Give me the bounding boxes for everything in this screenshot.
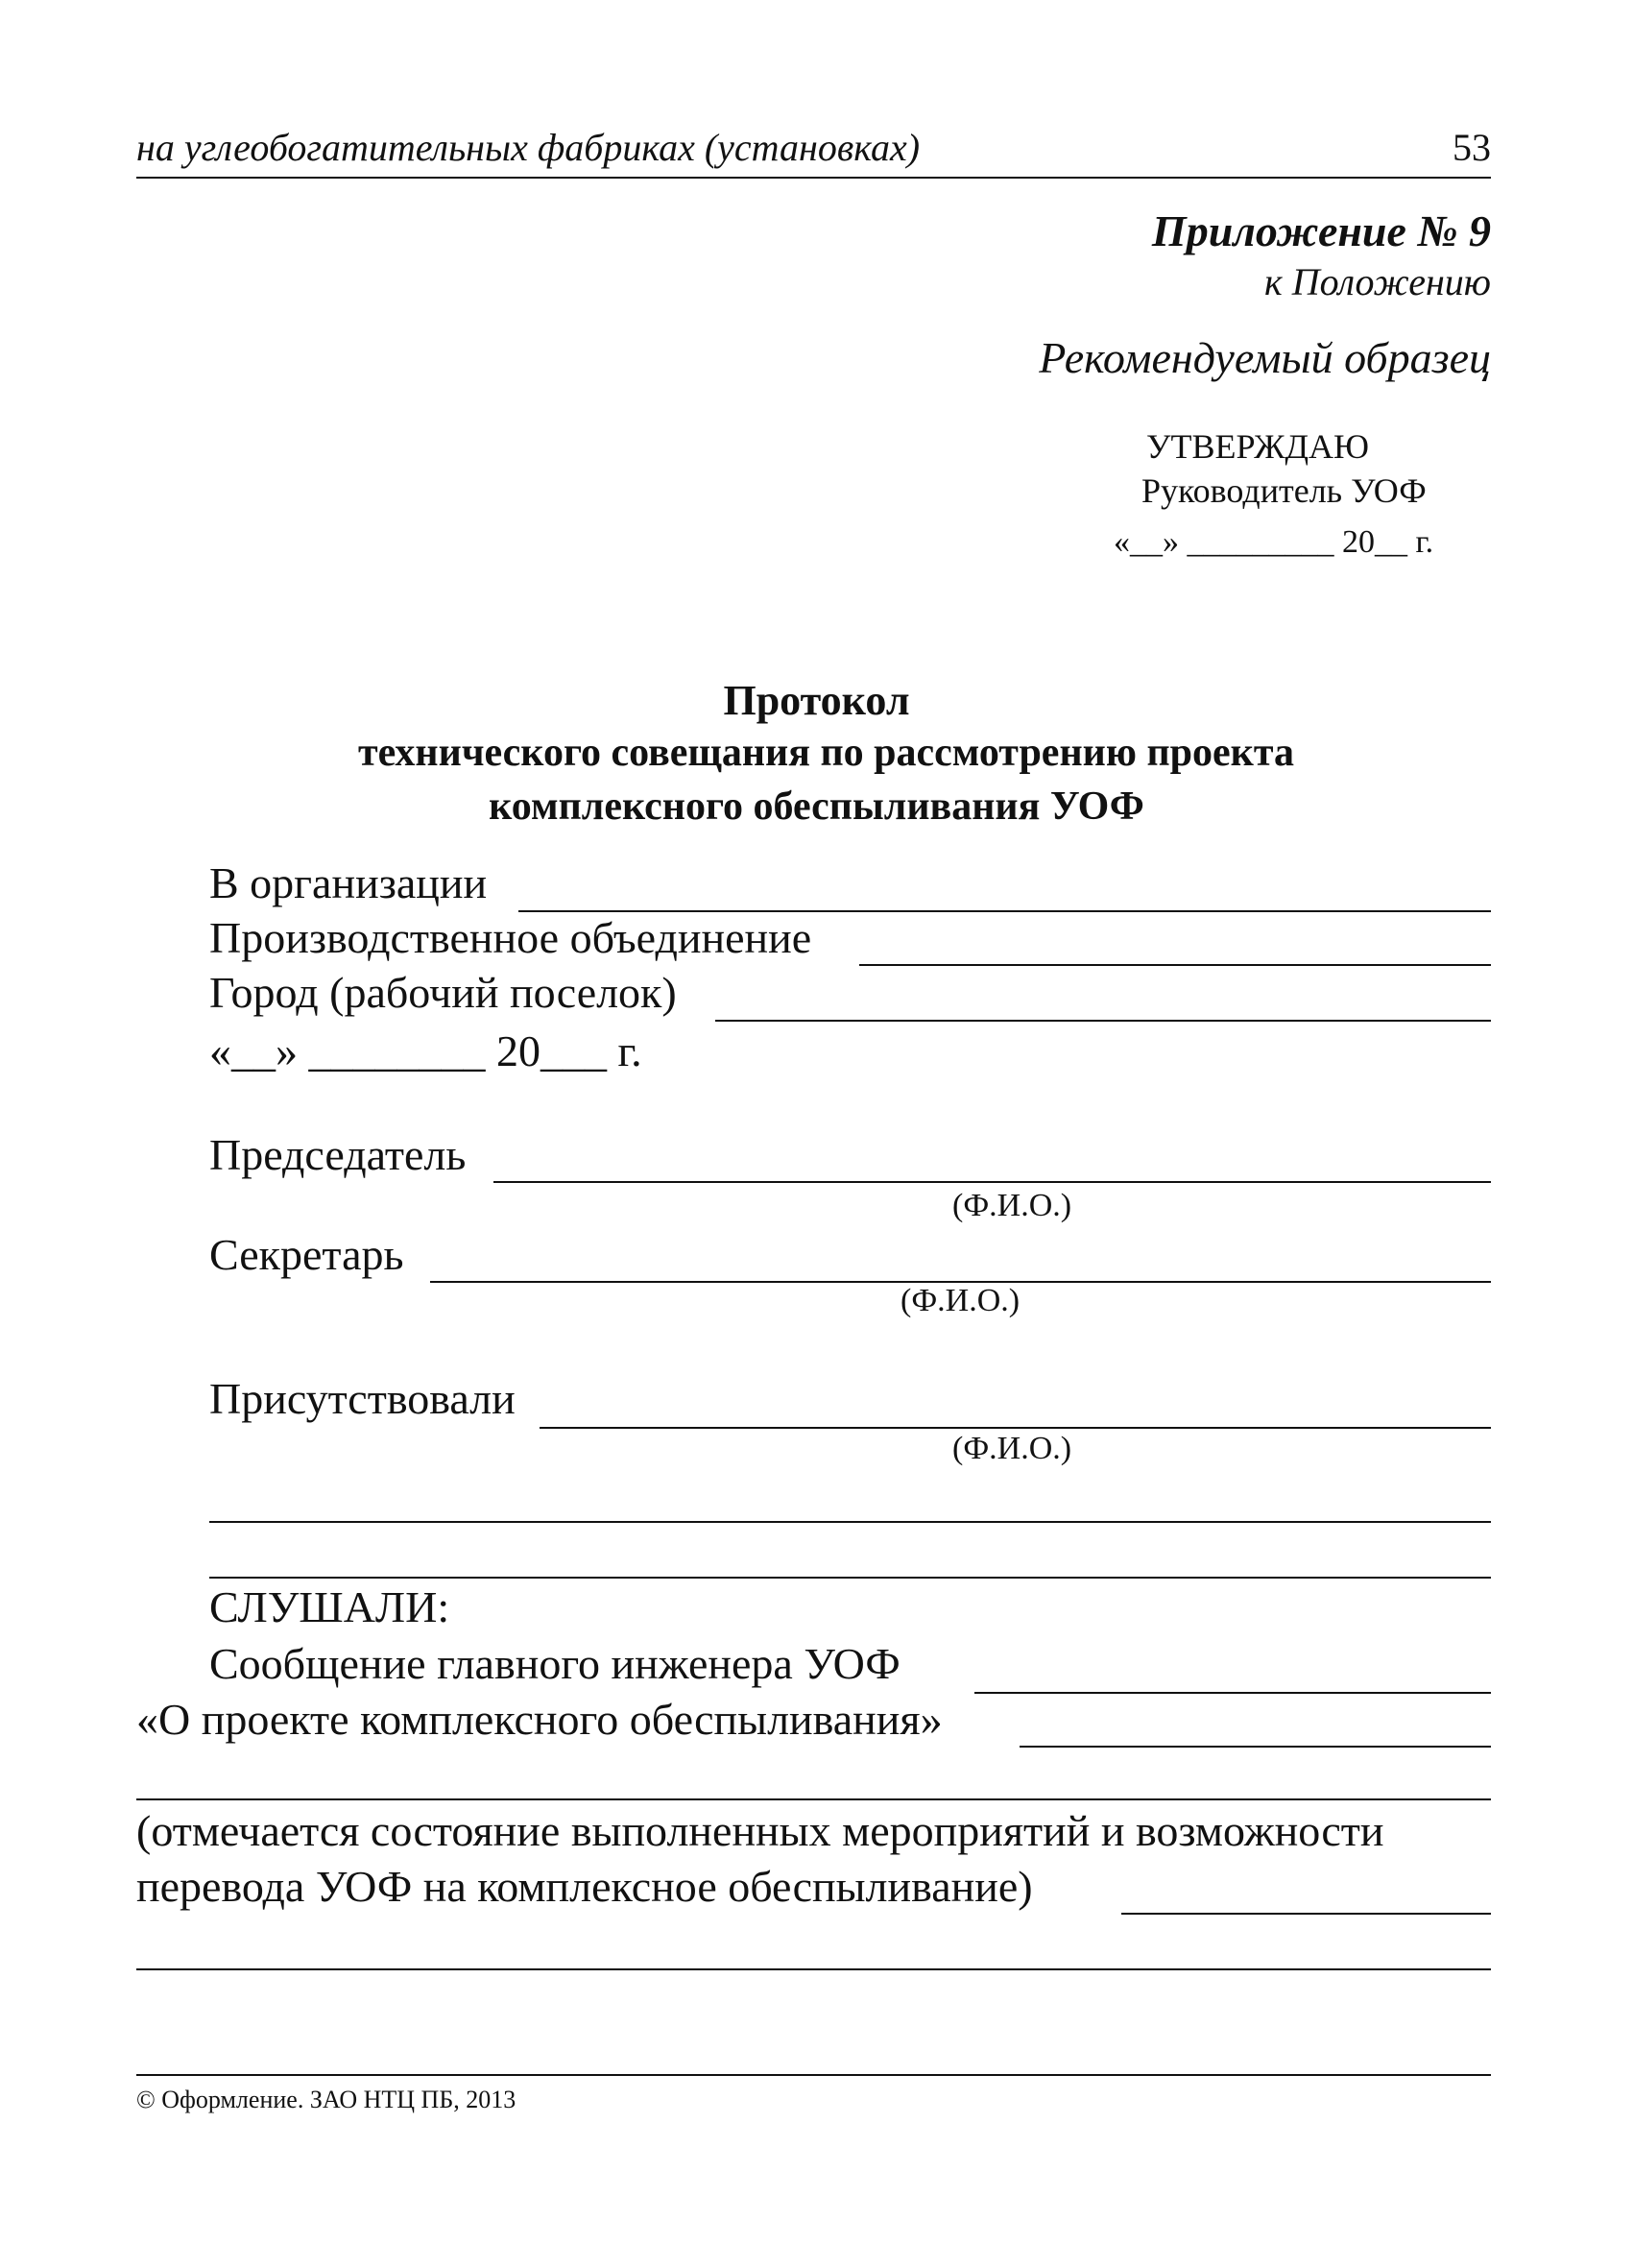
secretary-label: Секретарь: [209, 1230, 404, 1279]
approval-signatory: Руководитель УОФ: [1141, 471, 1427, 510]
copyright-notice: © Оформление. ЗАО НТЦ ПБ, 2013: [136, 2086, 516, 2113]
association-label: Производственное объединение: [209, 913, 812, 962]
association-field[interactable]: [859, 964, 1491, 966]
meeting-date: «__» ________ 20___ г.: [209, 1026, 642, 1075]
project-field[interactable]: [1020, 1746, 1491, 1748]
report-label: Сообщение главного инженера УОФ: [209, 1639, 901, 1688]
comment-line-1: (отмечается состояние выполненных мероприятий и возможности: [136, 1806, 1384, 1855]
report-field[interactable]: [974, 1692, 1491, 1694]
page-number: 53: [1453, 126, 1491, 169]
document-title: Протокол: [723, 677, 910, 724]
appendix-reference: к Положению: [1263, 260, 1491, 303]
present-field[interactable]: [540, 1427, 1491, 1429]
project-continuation-line[interactable]: [136, 1798, 1491, 1800]
appendix-title: Приложение № 9: [1151, 206, 1491, 255]
heard-heading: СЛУШАЛИ:: [209, 1582, 450, 1631]
secretary-name-note: (Ф.И.О.): [901, 1283, 1021, 1318]
approval-date: «__» _________ 20__ г.: [1114, 524, 1434, 560]
approval-heading: УТВЕРЖДАЮ: [1146, 427, 1370, 466]
sample-label: Рекомендуемый образец: [1039, 333, 1491, 382]
chairman-label: Председатель: [209, 1130, 467, 1179]
chairman-name-note: (Ф.И.О.): [952, 1188, 1072, 1223]
present-name-note: (Ф.И.О.): [952, 1431, 1072, 1466]
city-field[interactable]: [715, 1020, 1491, 1022]
comment-line-2: перевода УОФ на комплексное обеспыливание): [136, 1862, 1033, 1911]
project-label: «О проекте комплексного обеспыливания»: [136, 1695, 943, 1744]
city-label: Город (рабочий поселок): [209, 968, 677, 1017]
document-subtitle-line1: технического совещания по рассмотрению проекта: [357, 731, 1294, 775]
comment-field[interactable]: [1121, 1913, 1491, 1915]
running-header-title: на углеобогатительных фабриках (установках): [136, 126, 921, 169]
chairman-field[interactable]: [493, 1181, 1491, 1183]
organization-label: В организации: [209, 858, 488, 907]
comment-continuation-line[interactable]: [136, 1968, 1491, 1970]
present-extra-line-2[interactable]: [209, 1577, 1491, 1579]
present-label: Присутствовали: [209, 1374, 516, 1423]
present-extra-line-1[interactable]: [209, 1521, 1491, 1523]
document-subtitle-line2: комплексного обеспыливания УОФ: [489, 784, 1144, 829]
header-rule: [136, 177, 1491, 179]
footer-rule: [136, 2074, 1491, 2076]
